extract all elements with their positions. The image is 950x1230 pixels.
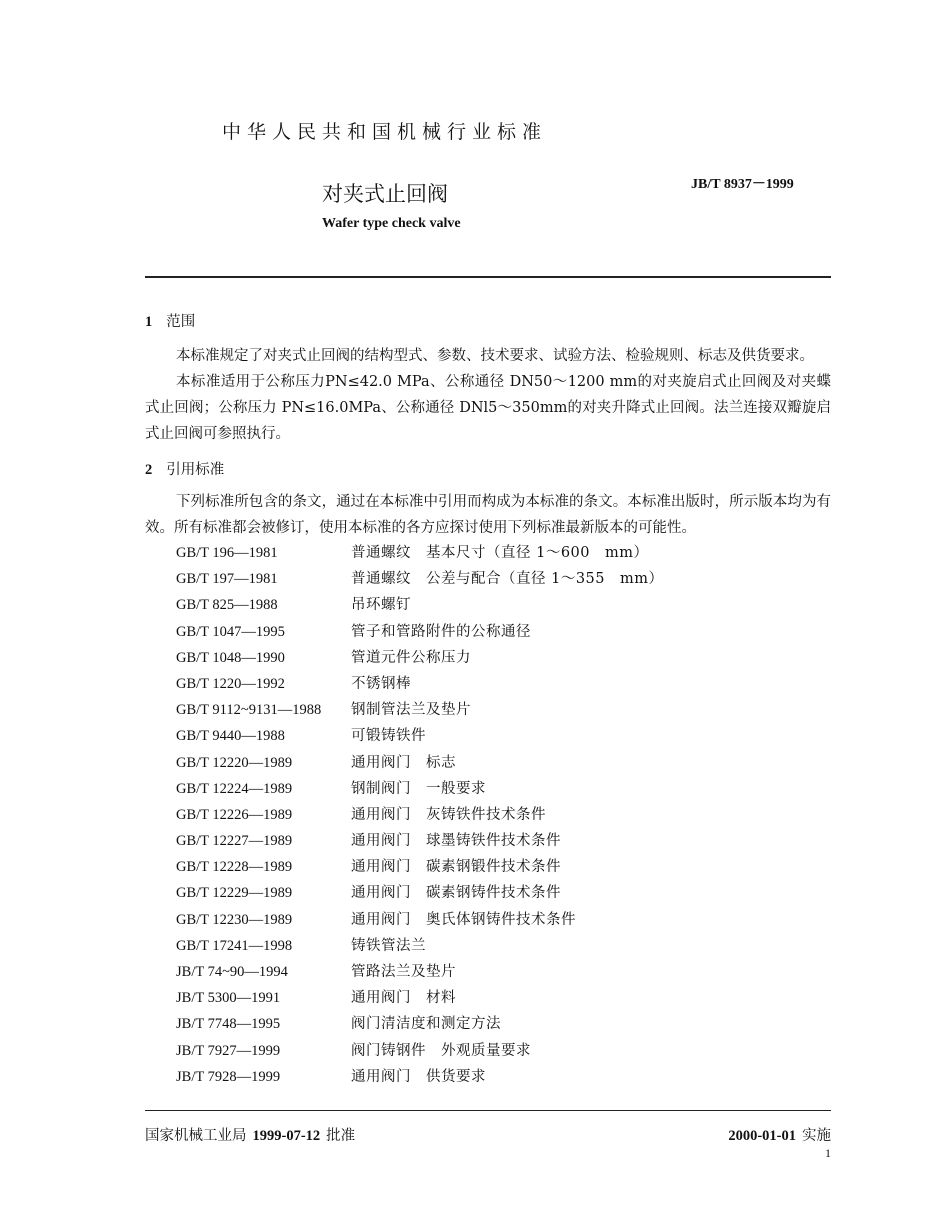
reference-item <box>176 959 664 985</box>
approval-line <box>145 1124 355 1145</box>
reference-item <box>176 880 664 906</box>
reference-title: 阀门铸钢件 外观质量要求 <box>351 1042 531 1059</box>
reference-item <box>176 854 664 880</box>
reference-title: 通用阀门 碳素钢铸件技术条件 <box>351 885 561 902</box>
reference-item <box>176 540 664 566</box>
standard-code: JB/T 8937－1999 <box>691 177 794 192</box>
document-title-en: Wafer type check valve <box>322 216 461 231</box>
reference-code: GB/T 12224—1989 <box>176 780 293 797</box>
reference-title: 铸铁管法兰 <box>351 937 426 954</box>
reference-item <box>176 802 664 828</box>
reference-code: JB/T 5300—1991 <box>176 990 281 1007</box>
reference-code: GB/T 196—1981 <box>176 545 278 561</box>
approval-label: 批准 <box>326 1128 356 1144</box>
scope-paragraph-2: 本标准适用于公称压力PN≤42.0 MPa、公称通径 DN50～1200 mm的对夹旋启式止回阀及对夹蝶式止回阀；公称压力 PN≤16.0MPa、公称通径 DNl5～350mm的对夹升降式止回阀。法兰连接双瓣旋启式止回阀可参照执行。 <box>145 374 831 442</box>
issuing-authority: 国家机械工业局 <box>145 1128 247 1144</box>
section-title: 引用标准 <box>166 462 225 478</box>
reference-title: 管路法兰及垫片 <box>351 964 456 980</box>
reference-code: GB/T 17241—1998 <box>176 937 293 954</box>
effective-line <box>728 1124 831 1145</box>
section-heading-scope <box>145 310 195 331</box>
reference-code: GB/T 197—1981 <box>176 571 278 588</box>
reference-item <box>176 1038 664 1064</box>
reference-item <box>176 776 664 802</box>
reference-code: JB/T 7927—1999 <box>176 1042 281 1059</box>
reference-title: 可锻铸铁件 <box>351 728 426 745</box>
reference-item <box>176 907 664 933</box>
reference-item <box>176 750 664 776</box>
scope-paragraph-1: 本标准规定了对夹式止回阀的结构型式、参数、技术要求、试验方法、检验规则、标志及供货要求。 <box>176 348 814 364</box>
reference-title: 通用阀门 奥氏体钢铸件技术条件 <box>351 911 576 928</box>
reference-title: 通用阀门 碳素钢锻件技术条件 <box>351 859 561 876</box>
reference-code: JB/T 74~90—1994 <box>176 964 288 980</box>
footer-divider <box>145 1110 831 1111</box>
reference-standards-list <box>176 540 664 1090</box>
reference-title: 钢制阀门 一般要求 <box>351 780 486 797</box>
reference-title: 通用阀门 供货要求 <box>351 1068 486 1085</box>
reference-code: GB/T 12227—1989 <box>176 833 293 850</box>
reference-item <box>176 619 664 645</box>
reference-item <box>176 671 664 697</box>
reference-code: GB/T 12226—1989 <box>176 806 293 823</box>
section-number: 1 <box>145 314 153 330</box>
reference-title: 通用阀门 球墨铸铁件技术条件 <box>351 833 561 850</box>
reference-item <box>176 723 664 749</box>
document-title-cn: 对夹式止回阀 <box>322 182 448 206</box>
reference-item <box>176 697 664 723</box>
reference-title: 阀门清洁度和测定方法 <box>351 1016 501 1033</box>
header-divider <box>145 276 831 278</box>
reference-code: GB/T 12230—1989 <box>176 911 293 928</box>
reference-title: 吊环螺钉 <box>351 597 411 614</box>
reference-title: 通用阀门 材料 <box>351 990 456 1007</box>
page-number: 1 <box>825 1146 831 1160</box>
reference-title: 管子和管路附件的公称通径 <box>351 623 531 640</box>
reference-title: 钢制管法兰及垫片 <box>351 702 471 719</box>
reference-code: GB/T 9112~9131—1988 <box>176 702 322 719</box>
issuing-organization-header: 中华人民共和国机械行业标准 <box>222 121 548 143</box>
reference-code: GB/T 12229—1989 <box>176 885 293 902</box>
reference-title: 通用阀门 标志 <box>351 754 456 771</box>
reference-code: GB/T 1047—1995 <box>176 623 285 640</box>
reference-code: JB/T 7748—1995 <box>176 1016 281 1033</box>
reference-item <box>176 828 664 854</box>
reference-code: GB/T 9440—1988 <box>176 728 285 745</box>
approval-date: 1999-07-12 <box>252 1128 321 1144</box>
references-intro-paragraph: 下列标准所包含的条文，通过在本标准中引用而构成为本标准的条文。本标准出版时，所示版本均为有效。所有标准都会被修订，使用本标准的各方应探讨使用下列标准最新版本的可能性。 <box>145 494 831 536</box>
reference-item <box>176 1064 664 1090</box>
reference-code: GB/T 12228—1989 <box>176 859 293 876</box>
reference-item <box>176 1011 664 1037</box>
reference-item <box>176 592 664 618</box>
reference-title: 普通螺纹 公差与配合（直径 1～355 mm） <box>351 571 664 588</box>
effective-date: 2000-01-01 <box>728 1128 796 1144</box>
reference-code: GB/T 1220—1992 <box>176 675 285 692</box>
reference-title: 通用阀门 灰铸铁件技术条件 <box>351 806 546 823</box>
reference-title: 不锈钢棒 <box>351 675 411 692</box>
reference-code: GB/T 1048—1990 <box>176 649 285 666</box>
reference-item <box>176 985 664 1011</box>
reference-code: JB/T 7928—1999 <box>176 1068 281 1085</box>
reference-title: 普通螺纹 基本尺寸（直径 1～600 mm） <box>351 545 649 561</box>
section-heading-references <box>145 458 224 479</box>
reference-code: GB/T 12220—1989 <box>176 754 293 771</box>
section-number: 2 <box>145 462 153 478</box>
reference-title: 管道元件公称压力 <box>351 649 471 666</box>
section-title: 范围 <box>166 314 196 330</box>
effective-label: 实施 <box>802 1128 831 1144</box>
reference-item <box>176 645 664 671</box>
reference-item <box>176 933 664 959</box>
reference-code: GB/T 825—1988 <box>176 597 278 614</box>
reference-item <box>176 566 664 592</box>
